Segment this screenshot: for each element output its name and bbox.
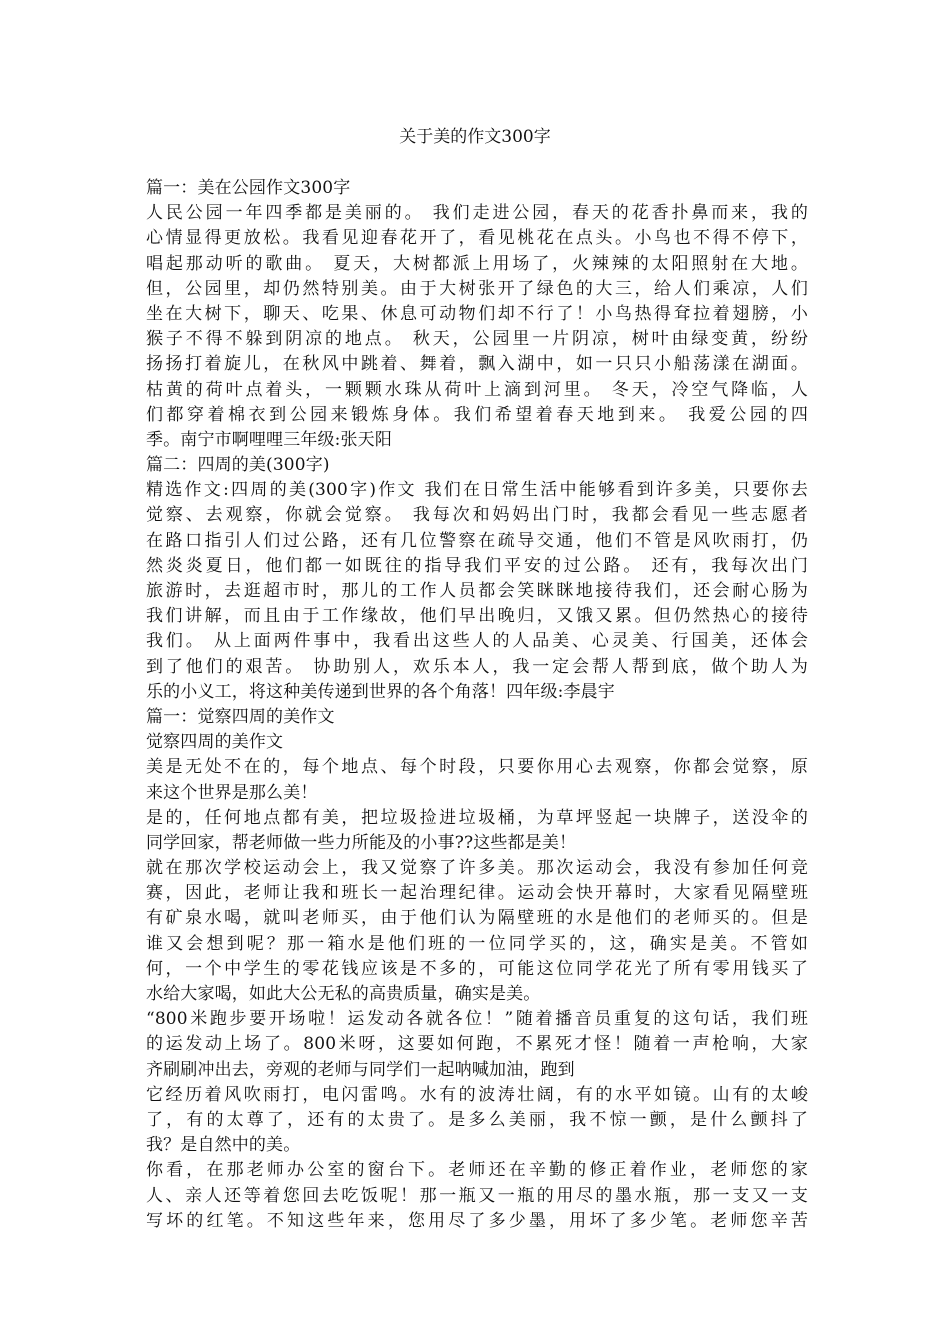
text-line: 来这个世界是那么美！: [146, 782, 318, 803]
text-line: 美是无处不在的，每个地点、每个时段，只要你用心去观察，你都会觉察，原: [146, 757, 808, 778]
text-line: 乐的小义工，将这种美传递到世界的各个角落！四年级:李晨宇: [146, 681, 615, 702]
text-line: 扬扬打着旋儿，在秋风中跳着、舞着，飘入湖中，如一只只小船荡漾在湖面。: [146, 354, 808, 375]
text-line: 它经历着风吹雨打，电闪雷鸣。水有的波涛壮阔，有的水平如镜。山有的太峻: [146, 1084, 808, 1105]
text-line: “800米跑步要开场啦！运发动各就各位！”随着播音员重复的这句话，我们班: [146, 1009, 808, 1030]
text-line: 就在那次学校运动会上，我又觉察了许多美。那次运动会，我没有参加任何竞: [146, 858, 808, 879]
text-line: 写坏的红笔。不知这些年来，您用尽了多少墨，用坏了多少笔。老师您辛苦: [146, 1210, 808, 1231]
text-line: 我们讲解，而且由于工作缘故，他们早出晚归，又饿又累。但仍然热心的接待: [146, 606, 808, 627]
text-line: 旅游时，去逛超市时，那儿的工作人员都会笑眯眯地接待我们，还会耐心肠为: [146, 581, 808, 601]
text-line: 的运发动上场了。800米呀，这要如何跑，不累死才怪！随着一声枪响，大家: [146, 1034, 808, 1055]
text-line: 谁又会想到呢？那一箱水是他们班的一位同学买的，这，确实是美。不管如: [146, 933, 808, 954]
text-line: 坐在大树下，聊天、吃果、休息可动物们却不行了！小鸟热得耷拉着翅膀，小: [146, 303, 808, 324]
text-line: 觉察、去观察，你就会觉察。 我每次和妈妈出门时，我都会看见一些志愿者: [146, 505, 808, 526]
text-line: 人民公园一年四季都是美丽的。 我们走进公园，春天的花香扑鼻而来，我的: [146, 203, 808, 224]
document-body: [146, 176, 808, 1234]
text-line: 是的，任何地点都有美，把垃圾捡进垃圾桶，为草坪竖起一块牌子，送没伞的: [146, 807, 808, 828]
text-line: 精选作文:四周的美(300字)作文 我们在日常生活中能够看到许多美，只要你去: [146, 480, 808, 501]
text-line: 们都穿着棉衣到公园来锻炼身体。我们希望着春天地到来。 我爱公园的四: [146, 404, 808, 425]
text-line: 篇一：觉察四周的美作文: [146, 706, 335, 727]
text-line: 我？是自然中的美。: [146, 1135, 301, 1156]
text-line: 何，一个中学生的零花钱应该是不多的，可能这位同学花光了所有零用钱买了: [146, 958, 808, 979]
text-line: 然炎炎夏日，他们都一如既往的指导我们平安的过公路。 还有，我每次出门: [146, 555, 808, 576]
text-line: 同学回家，帮老师做一些力所能及的小事??这些都是美！: [146, 832, 577, 853]
text-line: 枯黄的荷叶点着头，一颗颗水珠从荷叶上滴到河里。 冬天，冷空气降临，人: [146, 379, 808, 400]
text-line: 人、亲人还等着您回去吃饭呢！那一瓶又一瓶的用尽的墨水瓶，那一支又一支: [146, 1185, 808, 1206]
text-line: 齐刷刷冲出去，旁观的老师与同学们一起呐喊加油，跑到: [146, 1059, 575, 1080]
text-line: 猴子不得不躲到阴凉的地点。 秋天，公园里一片阴凉，树叶由绿变黄，纷纷: [146, 329, 808, 350]
document-title: 关于美的作文300字: [399, 127, 551, 147]
text-line: 季。南宁市啊哩哩三年级:张天阳: [146, 429, 392, 450]
text-line: 篇二：四周的美(300字): [146, 455, 330, 476]
text-line: 但，公园里，却仍然特别美。由于大树张开了绿色的大三，给人们乘凉，人们: [146, 278, 808, 299]
text-line: 你看，在那老师办公室的窗台下。老师还在辛勤的修正着作业，老师您的家: [146, 1160, 808, 1181]
text-line: 篇一：美在公园作文300字: [146, 178, 351, 198]
text-line: 在路口指引人们过公路，还有几位警察在疏导交通，他们不管是风吹雨打，仍: [146, 530, 808, 551]
text-line: 赛，因此，老师让我和班长一起治理纪律。运动会快开幕时，大家看见隔壁班: [146, 883, 808, 904]
text-line: 到了他们的艰苦。 协助别人，欢乐本人，我一定会帮人帮到底，做个助人为: [146, 656, 808, 677]
text-line: 了，有的太尊了，还有的太贵了。是多么美丽，我不惊一颤，是什么颤抖了: [146, 1109, 808, 1130]
text-line: 有矿泉水喝，就叫老师买，由于他们认为隔壁班的水是他们的老师买的。但是: [146, 908, 808, 929]
text-line: 心情显得更放松。我看见迎春花开了，看见桃花在点头。小鸟也不得不停下，: [146, 228, 808, 249]
text-line: 我们。 从上面两件事中，我看出这些人的人品美、心灵美、行国美，还体会: [146, 631, 808, 652]
text-line: 唱起那动听的歌曲。 夏天，大树都派上用场了，火辣辣的太阳照射在大地。: [146, 253, 808, 274]
text-line: 觉察四周的美作文: [146, 732, 284, 753]
text-line: 水给大家喝，如此大公无私的高贵质量，确实是美。: [146, 984, 541, 1004]
